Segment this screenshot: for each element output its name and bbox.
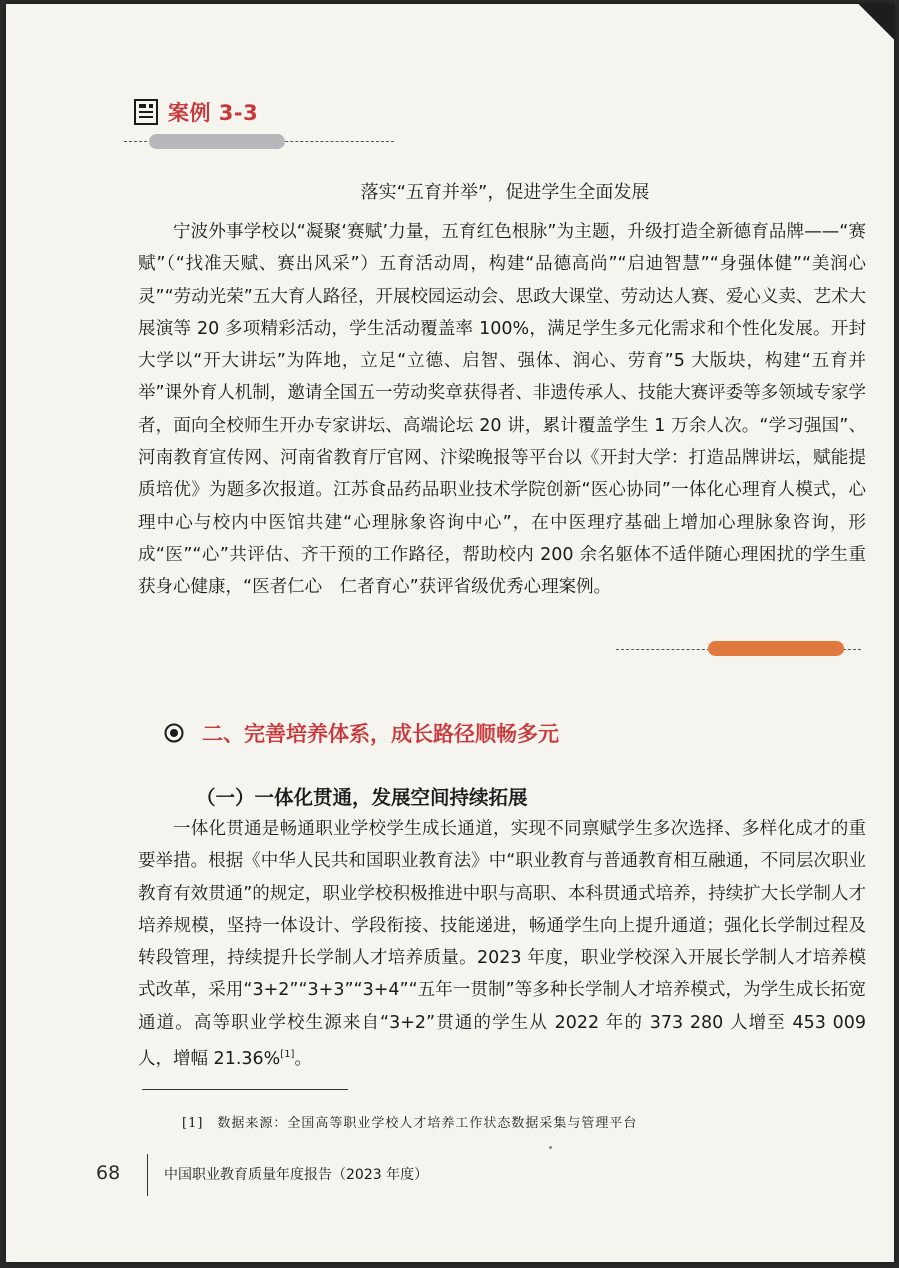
footer-divider [147, 1154, 148, 1196]
case-header [134, 96, 258, 128]
section-heading [164, 718, 559, 748]
footer-book-title: 中国职业教育质量年度报告（2023 年度） [164, 1167, 429, 1183]
page-number: 68 [96, 1162, 121, 1184]
main-body-text: 一体化贯通是畅通职业学校学生成长通道，实现不同禀赋学生多次选择、多样化成才的重要举措。根据《中华人民共和国职业教育法》中“职业教育与普通教育相互融通，不同层次职业教育有效贯通”的规定，职业学校积极推进中职与高职、本科贯通式培养，持续扩大长学制人才培养规模，坚持一体设计、学段衔接、技能递进，畅通学生向上提升通道；强化长学制过程及转段管理，持续提升长学制人才培养质量。2023 年度，职业学校深入开展长学制人才培养模式改革，采用“3+2”“3+3”“3+4”“五年一贯制”等多种长学制人才培养模式，为学生成长拓宽通道。高等职业学校生源来自“3+2”贯通的学生从 2022 年的 373 280 人增至 453 009 人，增幅 21.36% [138, 819, 866, 1069]
main-body-paragraph [138, 813, 866, 1075]
page-corner-shadow [834, 4, 894, 44]
sub-heading: （一）一体化贯通，发展空间持续拓展 [196, 786, 528, 809]
footnote-reference[interactable]: [1] [280, 1049, 295, 1061]
document-icon [134, 99, 158, 125]
section-heading-text: 二、完善培养体系，成长路径顺畅多元 [202, 722, 559, 746]
document-page [6, 4, 894, 1262]
speck [549, 1146, 552, 1149]
decorative-pill-bottom [708, 641, 844, 656]
footnote-rule [142, 1089, 348, 1090]
decorative-pill [149, 134, 285, 149]
main-body-end: 。 [294, 1048, 312, 1069]
case-title: 案例 3-3 [168, 101, 259, 125]
case-body-paragraph: 宁波外事学校以“凝聚‘赛赋’力量，五育红色根脉”为主题，升级打造全新德育品牌——“赛赋”（“找准天赋、赛出风采”）五育活动周，构建“品德高尚”“启迪智慧”“身强体健”“美润心灵”“劳动光荣”五大育人路径，开展校园运动会、思政大课堂、劳动达人赛、爱心义卖、艺术大展演等 20 多项精彩活动，学生活动覆盖率 100%，满足学生多元化需求和个性化发展。开封大学以“开大讲坛”为阵地，立足“立德、启智、强体、润心、劳育”5 大版块，构建“五育并举”课外育人机制，邀请全国五一劳动奖章获得者、非遗传承人、技能大赛评委等多领域专家学者，面向全校师生开办专家讲坛、高端论坛 20 讲，累计覆盖学生 1 万余人次。“学习强国”、河南教育宣传网、河南省教育厅官网、汴梁晚报等平台以《开封大学：打造品牌讲坛，赋能提质培优》为题多次报道。江苏食品药品职业技术学院创新“医心协同”一体化心理育人模式，心理中心与校内中医馆共建“心理脉象咨询中心”，在中医理疗基础上增加心理脉象咨询，形成“医”“心”共评估、齐干预的工作路径，帮助校内 200 余名躯体不适伴随心理困扰的学生重获身心健康，“医者仁心 仁者育心”获评省级优秀心理案例。 [138, 222, 866, 598]
case-subtitle: 落实“五育并举”，促进学生全面发展 [360, 182, 650, 203]
target-bullet-icon [164, 723, 184, 743]
footnote-text: [1] 数据来源：全国高等职业学校人才培养工作状态数据采集与管理平台 [182, 1116, 638, 1131]
